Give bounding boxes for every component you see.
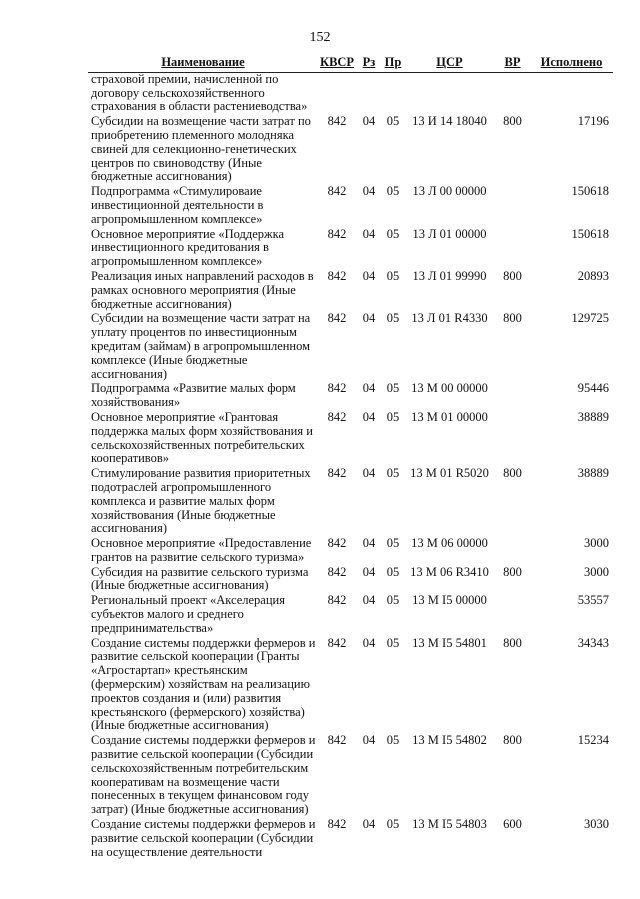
executed-cell: 3030 <box>584 817 609 832</box>
pr-cell: 05 <box>386 381 400 396</box>
kvsr-cell: 842 <box>327 593 347 608</box>
kvsr-cell <box>318 72 356 115</box>
pr-cell: 05 <box>386 466 400 481</box>
name-cell: Основное мероприятие «Предоставление грантов на развитие сельского туризма» <box>91 536 312 564</box>
header-name: Наименование <box>88 55 318 72</box>
kvsr-cell: 842 <box>327 564 347 579</box>
rz-cell: 04 <box>362 226 376 241</box>
executed-cell: 34343 <box>577 635 609 650</box>
csr-cell: 13 Л 00 00000 <box>412 184 487 199</box>
table-row <box>88 270 613 312</box>
rz-cell: 04 <box>362 466 376 481</box>
rz-cell: 04 <box>362 564 376 579</box>
table-row <box>88 228 613 270</box>
csr-cell: 13 Л 01 99990 <box>412 268 487 283</box>
name-cell: Подпрограмма «Стимулироваие инвестиционной деятельности в агропромышленном комплексе» <box>91 184 264 226</box>
name-cell: Региональный проект «Акселерация субъектов малого и среднего предпринимательства» <box>91 593 285 635</box>
name-cell: Стимулирование развития приоритетных подотраслей агропромышленного комплекса и развитие малых форм хозяйствования (Иные бюджетные ассигнования) <box>91 466 311 536</box>
executed-cell: 15234 <box>577 733 609 748</box>
pr-cell: 05 <box>386 536 400 551</box>
pr-cell: 05 <box>386 268 400 283</box>
csr-cell: 13 М 06 R3410 <box>410 564 489 579</box>
pr-cell: 05 <box>386 817 400 832</box>
pr-cell <box>382 72 404 115</box>
name-cell: страховой премии, начисленной по договору сельскохозяйственного страхования в области растениеводства» <box>91 71 308 114</box>
rz-cell: 04 <box>362 311 376 326</box>
vr-cell <box>495 228 530 270</box>
vr-cell: 800 <box>503 733 522 748</box>
executed-cell: 20893 <box>577 268 609 283</box>
vr-cell: 800 <box>503 311 522 326</box>
pr-cell: 05 <box>386 635 400 650</box>
vr-cell <box>495 185 530 227</box>
rz-cell: 04 <box>362 409 376 424</box>
csr-cell: 13 М I5 54802 <box>412 733 487 748</box>
name-cell: Реализация иных направлений расходов в рамках основного мероприятия (Иные бюджетные ассигнования) <box>91 268 314 311</box>
csr-cell: 13 И 14 18040 <box>412 114 487 129</box>
executed-cell: 3000 <box>584 536 609 551</box>
kvsr-cell: 842 <box>327 311 347 326</box>
name-cell: Основное мероприятие «Поддержка инвестиционного кредитования в агропромышленном комплексе» <box>91 226 285 269</box>
budget-table <box>88 55 613 860</box>
vr-cell: 800 <box>503 564 522 579</box>
table-row <box>88 115 613 185</box>
table-header <box>88 55 613 72</box>
executed-cell: 95446 <box>577 381 609 396</box>
table-row <box>88 411 613 467</box>
name-cell: Создание системы поддержки фермеров и развитие сельской кооперации (Субсидии сельскохозяйственным потребительским кооперативам на возмещение части понесенных в текущем финансовом году затрат) (Иные бюджетные ассигнования) <box>91 733 316 817</box>
header-executed: Исполнено <box>530 55 613 72</box>
header-kvsr: КВСР <box>318 55 356 72</box>
kvsr-cell: 842 <box>327 226 347 241</box>
csr-cell <box>404 72 495 115</box>
vr-cell <box>495 382 530 411</box>
vr-cell <box>495 72 530 115</box>
rz-cell: 04 <box>362 381 376 396</box>
pr-cell: 05 <box>386 409 400 424</box>
rz-cell: 04 <box>362 114 376 129</box>
executed-cell: 38889 <box>577 409 609 424</box>
name-cell: Субсидии на возмещение части затрат по приобретению племенного молодняка свиней для селекционно-генетических центров по свиноводству (Иные бюджетные ассигнования) <box>91 114 311 184</box>
table-row <box>88 72 613 115</box>
rz-cell: 04 <box>362 184 376 199</box>
kvsr-cell: 842 <box>327 733 347 748</box>
pr-cell: 05 <box>386 311 400 326</box>
name-cell: Субсидии на возмещение части затрат на уплату процентов по инвестиционным кредитам (займам) в агропромышленном комплексе (Иные бюджетные ассигнования) <box>91 311 311 381</box>
table-body <box>88 72 613 860</box>
pr-cell: 05 <box>386 593 400 608</box>
csr-cell: 13 М I5 00000 <box>412 593 487 608</box>
executed-cell <box>530 72 613 115</box>
pr-cell: 05 <box>386 184 400 199</box>
header-vr: ВР <box>495 55 530 72</box>
csr-cell: 13 М 01 00000 <box>411 409 488 424</box>
rz-cell: 04 <box>362 593 376 608</box>
csr-cell: 13 М I5 54801 <box>412 635 487 650</box>
kvsr-cell: 842 <box>327 536 347 551</box>
table-row <box>88 818 613 860</box>
executed-cell: 3000 <box>584 564 609 579</box>
pr-cell: 05 <box>386 564 400 579</box>
header-pr: Пр <box>382 55 404 72</box>
csr-cell: 13 М 00 00000 <box>411 381 488 396</box>
name-cell: Создание системы поддержки фермеров и развитие сельской кооперации (Субсидии на осуществление деятельности <box>91 817 316 859</box>
table-row <box>88 312 613 382</box>
kvsr-cell: 842 <box>327 268 347 283</box>
csr-cell: 13 Л 01 R4330 <box>411 311 488 326</box>
header-csr: ЦСР <box>404 55 495 72</box>
kvsr-cell: 842 <box>327 381 347 396</box>
table-row <box>88 382 613 411</box>
header-rz: Рз <box>356 55 382 72</box>
table-row <box>88 734 613 818</box>
rz-cell: 04 <box>362 733 376 748</box>
table-row <box>88 185 613 227</box>
header-row <box>88 55 613 72</box>
rz-cell: 04 <box>362 536 376 551</box>
vr-cell: 600 <box>503 817 522 832</box>
executed-cell: 129725 <box>571 311 609 326</box>
page-number: 152 <box>309 30 331 45</box>
executed-cell: 38889 <box>577 466 609 481</box>
vr-cell: 800 <box>503 635 522 650</box>
kvsr-cell: 842 <box>327 184 347 199</box>
name-cell: Создание системы поддержки фермеров и развитие сельской кооперации (Гранты «Агростартап» крестьянским (фермерским) хозяйствам на реализацию проектов создания и (или) развития крестьянского (фермерского) хозяйства) (Иные бюджетные ассигнования) <box>91 635 316 733</box>
rz-cell: 04 <box>362 635 376 650</box>
rz-cell: 04 <box>362 817 376 832</box>
rz-cell <box>356 72 382 115</box>
kvsr-cell: 842 <box>327 114 347 129</box>
vr-cell <box>495 411 530 467</box>
csr-cell: 13 М I5 54803 <box>412 817 487 832</box>
vr-cell: 800 <box>503 466 522 481</box>
pr-cell: 05 <box>386 226 400 241</box>
pr-cell: 05 <box>386 114 400 129</box>
executed-cell: 150618 <box>571 184 609 199</box>
csr-cell: 13 М 06 00000 <box>411 536 488 551</box>
vr-cell: 800 <box>503 268 522 283</box>
name-cell: Подпрограмма «Развитие малых форм хозяйствования» <box>91 381 296 410</box>
executed-cell: 150618 <box>571 226 609 241</box>
pr-cell: 05 <box>386 733 400 748</box>
table-row <box>88 566 613 595</box>
vr-cell <box>495 537 530 566</box>
executed-cell: 53557 <box>577 593 609 608</box>
csr-cell: 13 Л 01 00000 <box>412 226 487 241</box>
name-cell: Субсидия на развитие сельского туризма (Иные бюджетные ассигнования) <box>91 564 309 593</box>
csr-cell: 13 М 01 R5020 <box>410 466 489 481</box>
table-row <box>88 594 613 636</box>
kvsr-cell: 842 <box>327 409 347 424</box>
kvsr-cell: 842 <box>327 466 347 481</box>
kvsr-cell: 842 <box>327 817 347 832</box>
executed-cell: 17196 <box>577 114 609 129</box>
rz-cell: 04 <box>362 268 376 283</box>
kvsr-cell: 842 <box>327 635 347 650</box>
table-row <box>88 637 613 735</box>
name-cell: Основное мероприятие «Грантовая поддержка малых форм хозяйствования и сельскохозяйственных потребительских кооперативов» <box>91 409 313 466</box>
table-row <box>88 537 613 566</box>
vr-cell <box>495 594 530 636</box>
table-row <box>88 467 613 537</box>
vr-cell: 800 <box>503 114 522 129</box>
